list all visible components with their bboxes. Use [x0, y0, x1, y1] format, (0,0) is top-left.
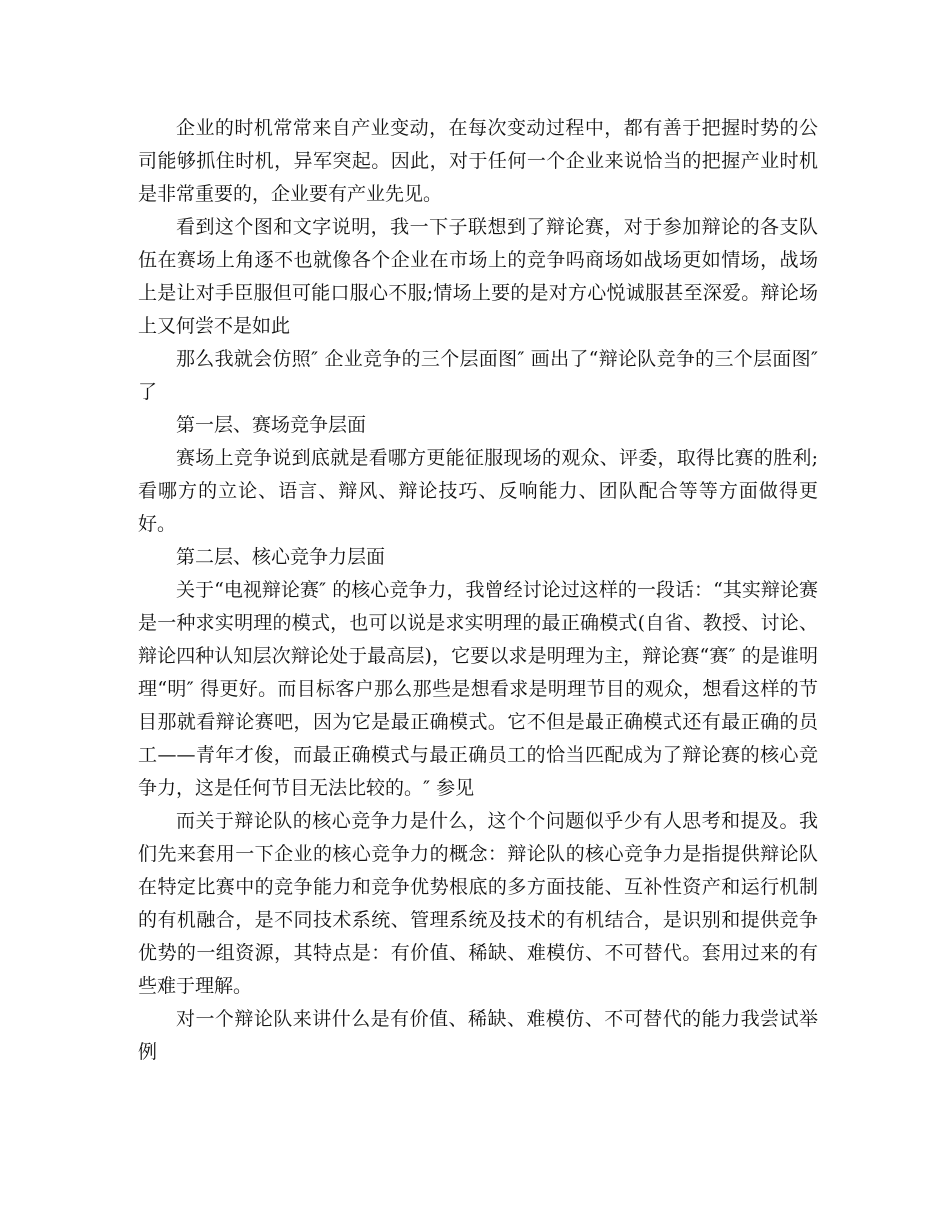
paragraph-debate-analogy: 看到这个图和文字说明，我一下子联想到了辩论赛，对于参加辩论的各支队伍在赛场上角逐不也就像各个企业在市场上的竞争吗商场如战场更如情场，战场上是让对手臣服但可能口服心不服;情场上要的是对方心悦诚服甚至深爱。辩论场上又何尝不是如此 [138, 216, 818, 337]
paragraph-level-one: 赛场上竞争说到底就是看哪方更能征服现场的观众、评委，取得比赛的胜利;看哪方的立论、语言、辩风、辩论技巧、反响能力、团队配合等等方面做得更好。 [138, 447, 818, 535]
paragraph-tv-debate-core: 关于“电视辩论赛″ 的核心竞争力，我曾经讨论过这样的一段话：“其实辩论赛是一种求实明理的模式，也可以说是求实明理的最正确模式(自省、教授、讨论、辩论四种认知层次辩论处于最高层)，它要以求是明理为主，辩论赛“赛″ 的是谁明理“明″ 得更好。而目标客户那么那些是想看求是明理节目的观众，想看这样的节目那就看辩论赛吧，因为它是最正确模式。它不但是最正确模式还有最正确的员工——青年才俊，而最正确模式与最正确员工的恰当匹配成为了辩论赛的核心竞争力，这是任何节目无法比较的。″ 参见 [138, 579, 818, 799]
paragraph-industry-timing: 企业的时机常常来自产业变动，在每次变动过程中，都有善于把握时势的公司能够抓住时机，异军突起。因此，对于任何一个企业来说恰当的把握产业时机是非常重要的，企业要有产业先见。 [138, 117, 818, 205]
heading-level-two: 第二层、核心竞争力层面 [176, 546, 386, 568]
paragraph-three-levels-intro: 那么我就会仿照″ 企业竞争的三个层面图″ 画出了“辩论队竞争的三个层面图″ 了 [138, 348, 818, 403]
document-body [138, 112, 818, 1069]
heading-level-one: 第一层、赛场竞争层面 [176, 414, 367, 436]
paragraph-team-core: 而关于辩论队的核心竞争力是什么，这个个问题似乎少有人思考和提及。我们先来套用一下企业的核心竞争力的概念：辩论队的核心竞争力是指提供辩论队在特定比赛中的竞争能力和竞争优势根底的多方面技能、互补性资产和运行机制的有机融合，是不同技术系统、管理系统及技术的有机结合，是识别和提供竞争优势的一组资源，其特点是：有价值、稀缺、难模仿、不可替代。套用过来的有些难于理解。 [138, 810, 818, 997]
paragraph-team-example: 对一个辩论队来讲什么是有价值、稀缺、难模仿、不可替代的能力我尝试举例 [138, 1008, 818, 1063]
